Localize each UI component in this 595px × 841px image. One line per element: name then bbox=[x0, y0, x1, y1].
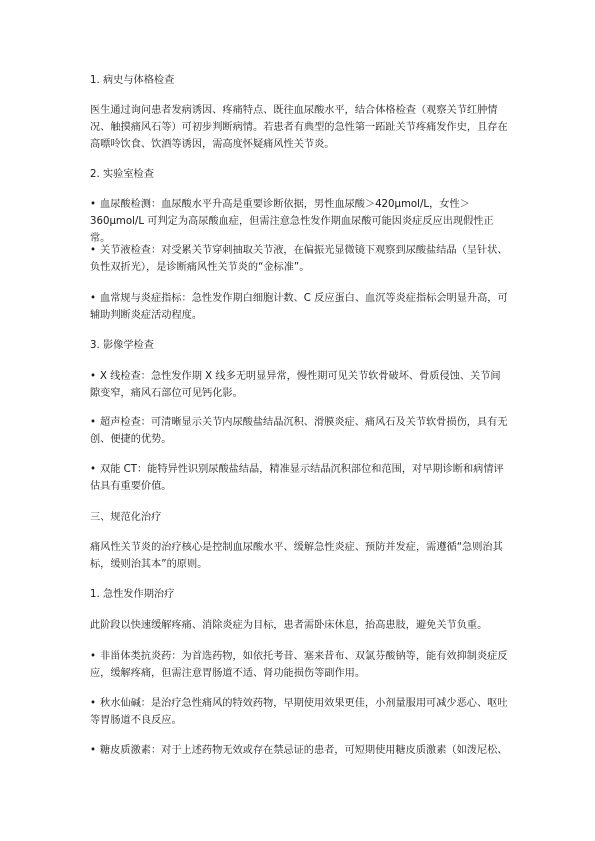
section-heading-history: 1. 病史与体格检查 bbox=[90, 75, 175, 86]
history-paragraph: 医生通过询问患者发病诱因、疼痛特点、既往血尿酸水平，结合体格检查（观察关节红肿情况、触摸痛风石等）可初步判断病情。若患者有典型的急性第一跖趾关节疼痛发作史，且存在高嘌呤饮食、饮酒等诱因，需高度怀疑痛风性关节炎。 bbox=[90, 105, 508, 150]
imaging-item-text: 双能 CT：能特异性识别尿酸盐结晶，精准显示结晶沉积部位和范围，对早期诊断和病情评估具有重要价值。 bbox=[90, 464, 504, 492]
section-heading-imaging: 3. 影像学检查 bbox=[90, 340, 154, 351]
imaging-item-dual-ct bbox=[90, 461, 510, 495]
bullet-icon: • bbox=[90, 199, 97, 210]
acute-item-text: 非甾体类抗炎药：为首选药物，如依托考昔、塞来昔布、双氯芬酸钠等，能有效抑制炎症反应，缓解疼痛，但需注意胃肠道不适、肾功能损伤等副作用。 bbox=[90, 651, 508, 679]
section-heading-treatment: 三、规范化治疗 bbox=[90, 512, 162, 523]
acute-paragraph: 此阶段以快速缓解疼痛、消除炎症为目标，患者需卧床休息，抬高患肢，避免关节负重。 bbox=[90, 620, 488, 631]
section-heading-lab: 2. 实验室检查 bbox=[90, 169, 154, 180]
lab-item-text: 血尿酸检测：血尿酸水平升高是重要诊断依据，男性血尿酸＞420μmol/L，女性＞360μmol/L 可判定为高尿酸血症，但需注意急性发作期血尿酸可能因炎症反应出现假性正常。 bbox=[90, 199, 494, 244]
lab-item-text: 关节液检查：对受累关节穿刺抽取关节液，在偏振光显微镜下观察到尿酸盐结晶（呈针状、负性双折光），是诊断痛风性关节炎的“金标准”。 bbox=[90, 245, 508, 273]
lab-item-blood-routine bbox=[90, 290, 510, 324]
imaging-item-xray bbox=[90, 368, 510, 402]
bullet-icon: • bbox=[90, 371, 97, 382]
bullet-icon: • bbox=[90, 417, 97, 428]
imaging-item-text: X 线检查：急性发作期 X 线多无明显异常，慢性期可见关节软骨破坏、骨质侵蚀、关节间隙变窄，痛风石部位可见钙化影。 bbox=[90, 371, 501, 399]
treatment-paragraph: 痛风性关节炎的治疗核心是控制血尿酸水平、缓解急性炎症、预防并发症，需遵循“急则治其标，缓则治其本”的原则。 bbox=[90, 542, 503, 570]
lab-item-text: 血常规与炎症指标：急性发作期白细胞计数、C 反应蛋白、血沉等炎症指标会明显升高，可辅助判断炎症活动程度。 bbox=[90, 293, 508, 321]
bullet-icon: • bbox=[90, 698, 97, 709]
bullet-icon: • bbox=[90, 651, 97, 662]
imaging-item-text: 超声检查：可清晰显示关节内尿酸盐结晶沉积、滑膜炎症、痛风石及关节软骨损伤，具有无创、便捷的优势。 bbox=[90, 417, 508, 445]
acute-item-text: 糖皮质激素：对于上述药物无效或存在禁忌证的患者，可短期使用糖皮质激素（如泼尼松、 bbox=[100, 745, 508, 756]
acute-item-text: 秋水仙碱：是治疗急性痛风的特效药物，早期使用效果更佳，小剂量服用可减少恶心、呕吐等胃肠道不良反应。 bbox=[90, 698, 508, 726]
acute-item-glucocorticoid bbox=[90, 742, 510, 759]
lab-item-uric-acid bbox=[90, 196, 510, 247]
section-heading-acute: 1. 急性发作期治疗 bbox=[90, 589, 175, 600]
bullet-icon: • bbox=[90, 293, 97, 304]
imaging-item-ultrasound bbox=[90, 414, 510, 448]
acute-item-colchicine bbox=[90, 695, 510, 729]
bullet-icon: • bbox=[90, 245, 97, 256]
bullet-icon: • bbox=[90, 464, 97, 475]
lab-item-joint-fluid bbox=[90, 242, 510, 276]
acute-item-nsaids bbox=[90, 648, 510, 682]
bullet-icon: • bbox=[90, 745, 97, 756]
